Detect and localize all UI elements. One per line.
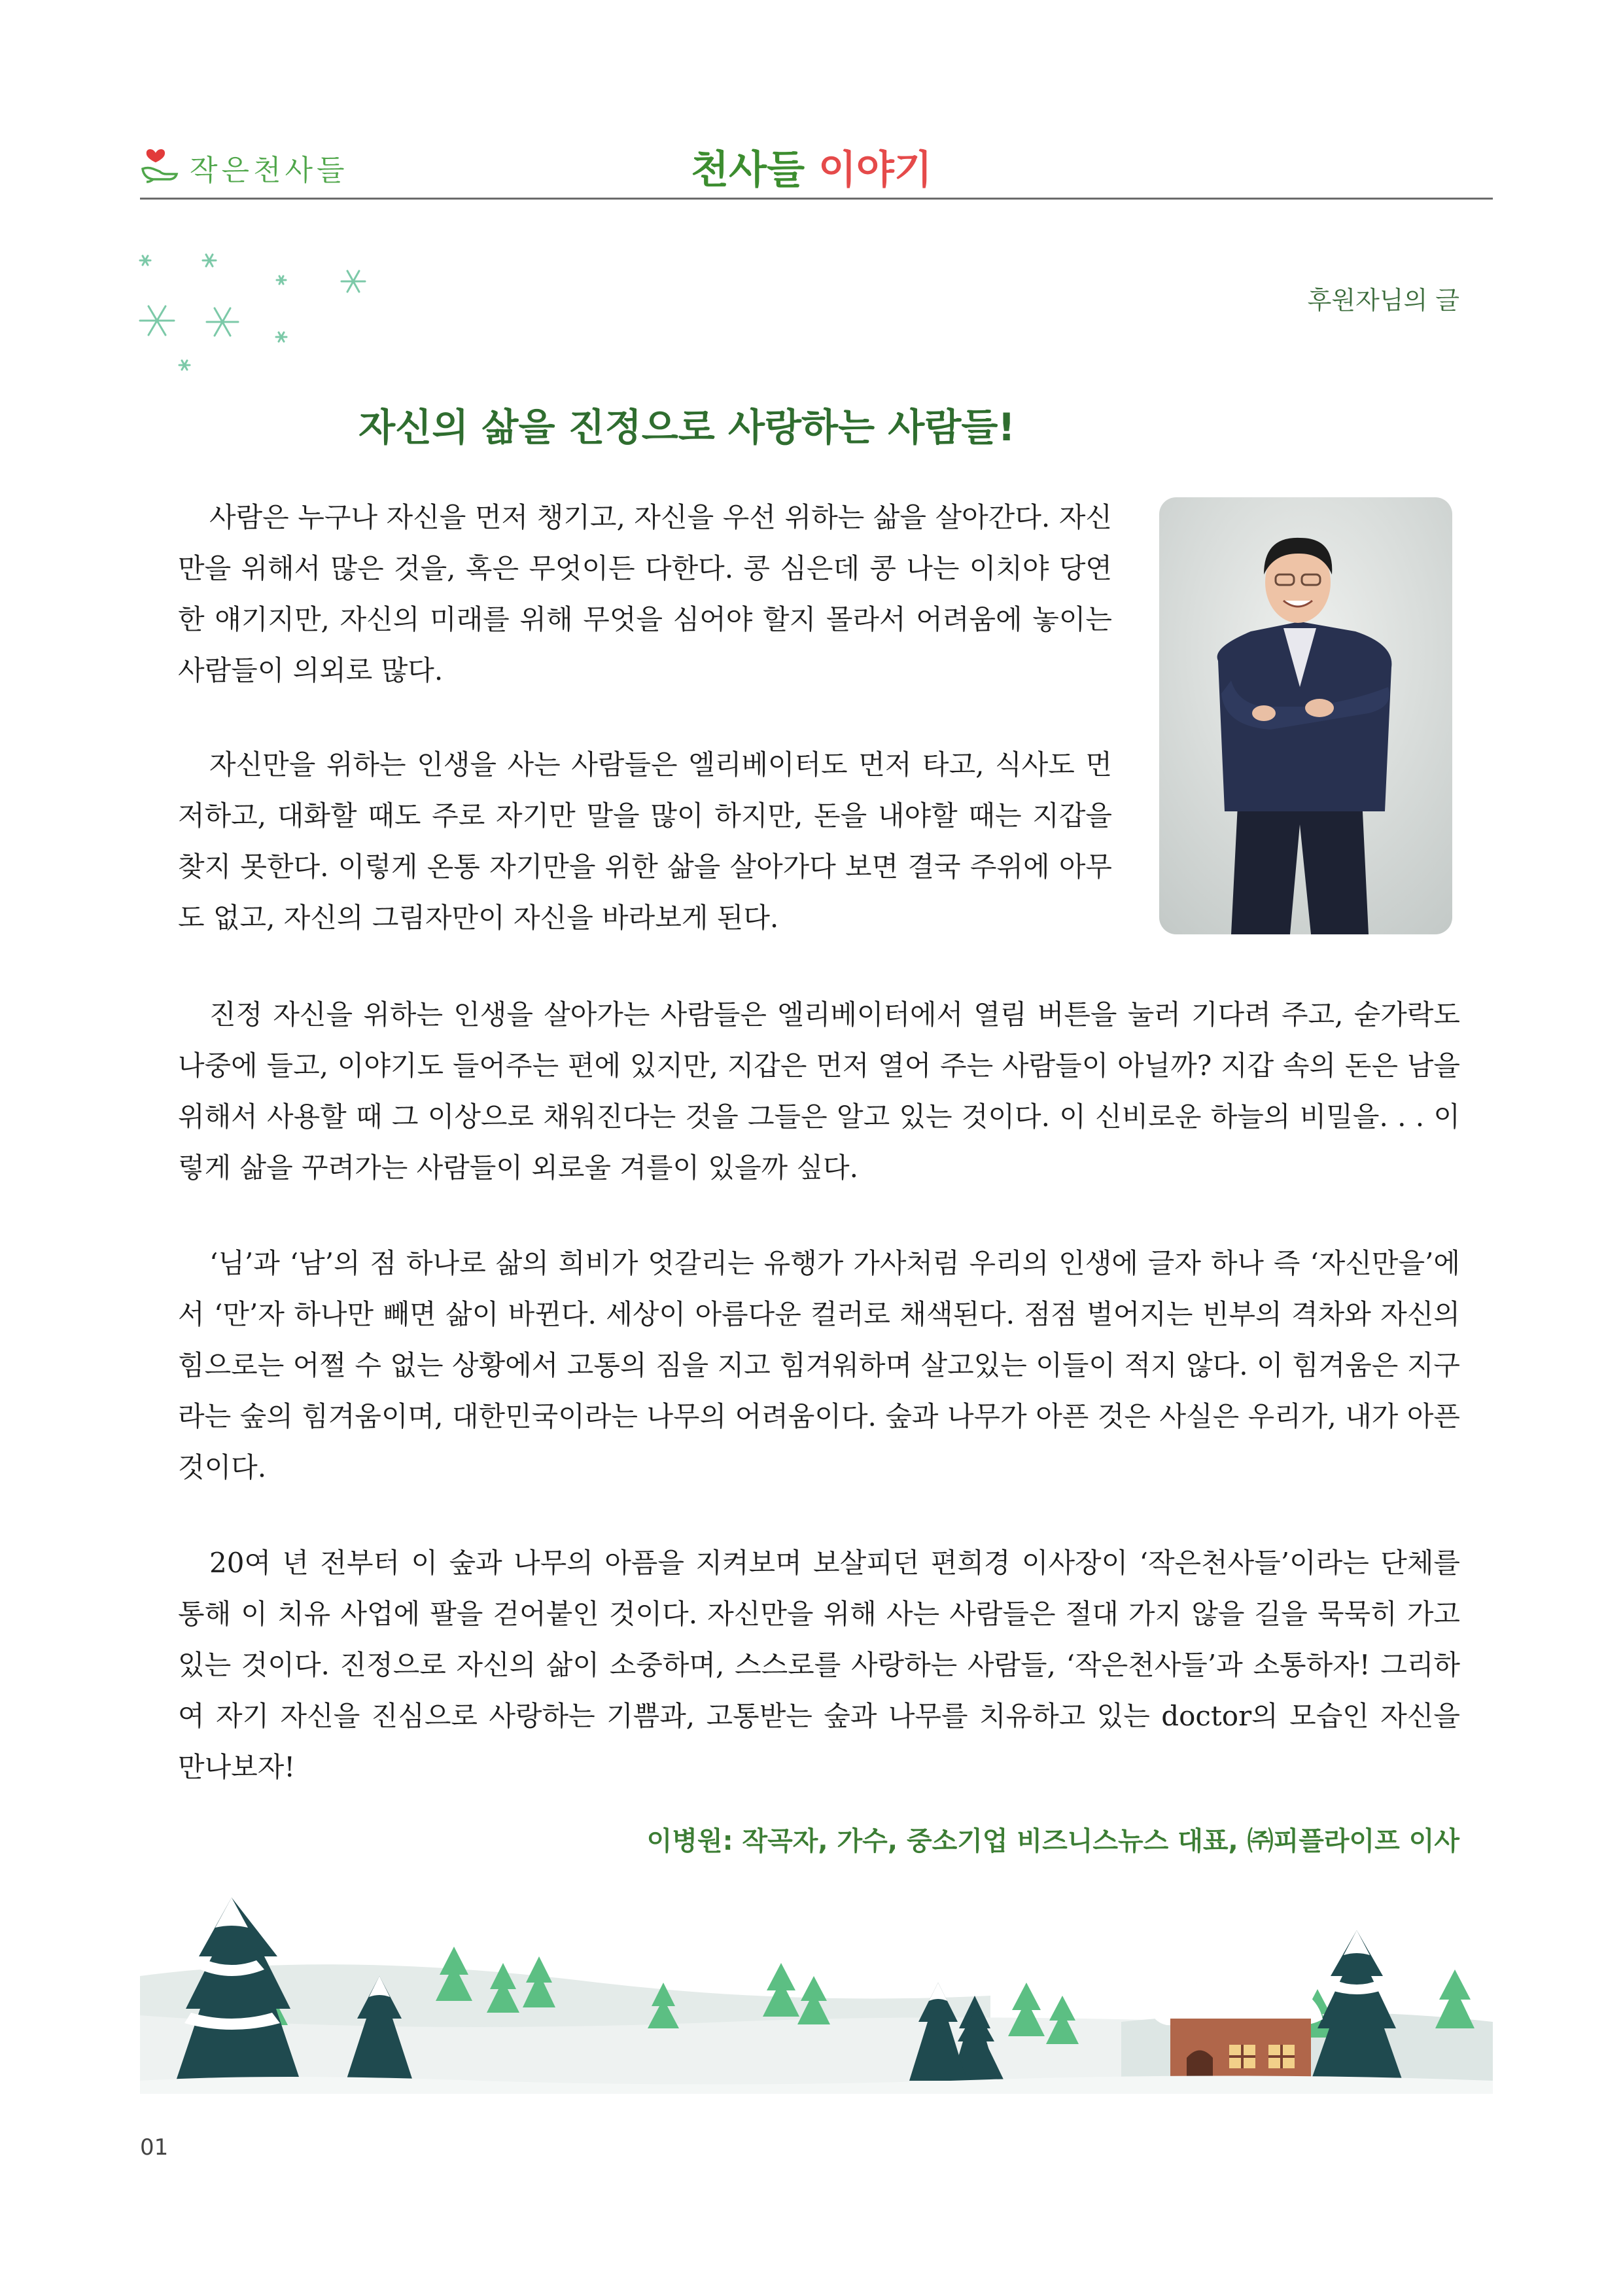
- article-paragraph: ‘님’과 ‘남’의 점 하나로 삶의 희비가 엇갈리는 유행가 가사처럼 우리의 인생에 글자 하나 즉 ‘자신만을’에서 ‘만’자 하나만 빼면 삶이 바뀐다. 세상이 아름다운 컬러로 채색된다. 점점 벌어지는 빈부의 격차와 자신의 힘으로는 어쩔 수 없는 상황에서 고통의 짐을 지고 힘겨워하며 살고있는 이들이 적지 않다. 이 힘겨움은 지구라는 숲의 힘겨움이며, 대한민국이라는 나무의 어려움이다. 숲과 나무가 아픈 것은 사실은 우리가, 내가 아픈 것이다.: [178, 1247, 1460, 1483]
- snowflake-icon: [140, 306, 174, 335]
- article-paragraph: 20여 년 전부터 이 숲과 나무의 아픔을 지켜보며 보살피던 편희경 이사장이 ‘작은천사들’이라는 단체를 통해 이 치유 사업에 팔을 걷어붙인 것이다. 자신만을 위해 사는 사람들은 절대 가지 않을 길을 묵묵히 가고있는 것이다. 진정으로 자신의 삶이 소중하며, 스스로를 사랑하는 사람들, ‘작은천사들’과 소통하자! 그리하여 자기 자신을 진심으로 사랑하는 기쁨과, 고통받는 숲과 나무를 치유하고 있는 doctor의 모습인 자신을 만나보자!: [178, 1547, 1460, 1783]
- org-name: 작은천사들: [190, 154, 349, 187]
- snowflake-icon: [277, 276, 286, 284]
- snowflake-icon: [179, 361, 190, 370]
- snowflake-icon: [207, 308, 238, 336]
- snowflake-icon: [203, 255, 216, 266]
- author-credit: 이병원: 작곡자, 가수, 중소기업 비즈니스뉴스 대표, ㈜피플라이프 이사: [646, 1826, 1459, 1856]
- byline: 후원자님의 글: [1307, 286, 1459, 315]
- article-paragraph: 사람은 누구나 자신을 먼저 챙기고, 자신을 우선 위하는 삶을 살아간다. 자신만을 위해서 많은 것을, 혹은 무엇이든 다한다. 콩 심은데 콩 나는 이치야 당연한 얘기지만, 자신의 미래를 위해 무엇을 심어야 할지 몰라서 어려움에 놓이는 사람들이 의외로 많다.: [178, 501, 1112, 686]
- section-title-part1: 천사들: [691, 147, 805, 193]
- snowflake-icon: [140, 256, 150, 265]
- article-paragraph: 진정 자신을 위하는 인생을 살아가는 사람들은 엘리베이터에서 열림 버튼을 눌러 기다려 주고, 숟가락도 나중에 들고, 이야기도 들어주는 편에 있지만, 지갑은 먼저 열어 주는 사람들이 아닐까? 지갑 속의 돈은 남을 위해서 사용할 때 그 이상으로 채워진다는 것을 그들은 알고 있는 것이다. 이 신비로운 하늘의 비밀을. . . 이렇게 삶을 꾸려가는 사람들이 외로울 겨를이 있을까 싶다.: [178, 998, 1460, 1184]
- section-title-part2: 이야기: [818, 147, 932, 193]
- snowflake-icon: [276, 332, 287, 342]
- section-title: [0, 139, 1623, 195]
- winter-village-illustration: [140, 1884, 1493, 2094]
- snowflake-decoration: [137, 249, 386, 386]
- article-paragraph: 자신만을 위하는 인생을 사는 사람들은 엘리베이터도 먼저 타고, 식사도 먼저하고, 대화할 때도 주로 자기만 말을 많이 하지만, 돈을 내야할 때는 지갑을 찾지 못한다. 이렇게 온통 자기만을 위한 삶을 살아가다 보면 결국 주위에 아무도 없고, 자신의 그림자만이 자신을 바라보게 된다.: [178, 749, 1112, 934]
- header-divider: [140, 198, 1493, 200]
- author-photo: [1159, 497, 1452, 934]
- page-number: 01: [140, 2134, 169, 2161]
- snowflake-icon: [341, 271, 365, 292]
- article-headline: 자신의 삶을 진정으로 사랑하는 사람들!: [358, 405, 1015, 450]
